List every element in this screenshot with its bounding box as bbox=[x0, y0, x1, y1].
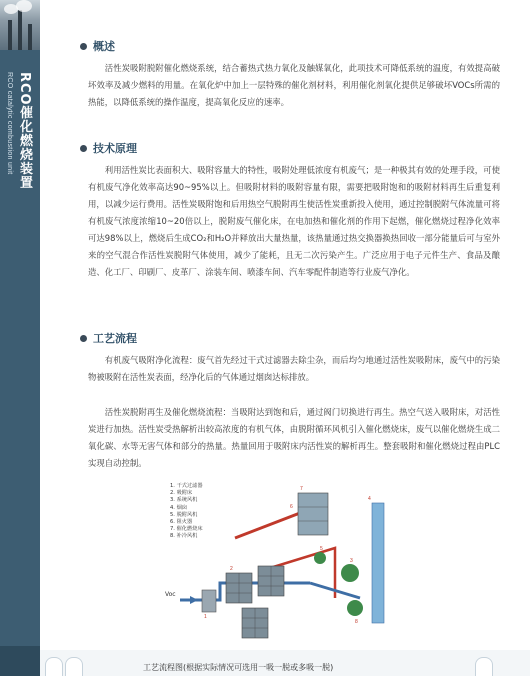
adsorption-bed bbox=[226, 573, 252, 603]
process-paragraph-desorption: 活性炭脱附再生及催化燃烧流程：当吸附达到饱和后，通过阀门切换进行再生。热空气送入吸附床，对活性炭进行加热。活性炭受热解析出较高浓度的有机气体，由脱附循环风机引入催化燃烧床，废气以催化燃烧生成二氧化碳、水等无害气体和部分的热量。热量回用于吸附床内活性炭的解析再生。整套吸附和催化燃烧过程由PLC实现自动控制。 bbox=[88, 407, 500, 468]
diagram-number: 7 bbox=[300, 486, 303, 492]
diagram-number: 8 bbox=[355, 619, 358, 625]
bullet-dot-icon bbox=[80, 43, 87, 50]
adsorption-bed bbox=[258, 566, 284, 596]
sidebar-footer bbox=[0, 646, 40, 676]
bullet-dot-icon bbox=[80, 145, 87, 152]
vertical-title-block bbox=[4, 72, 36, 190]
diagram-number: 5 bbox=[320, 546, 323, 552]
chimney bbox=[372, 503, 384, 623]
section-title-process: 工艺流程 bbox=[80, 330, 137, 346]
diagram-caption: 工艺流程图(根据实际情况可选用一吸一脱或多吸一脱) bbox=[143, 663, 334, 672]
principle-paragraph: 利用活性炭比表面积大、吸附容量大的特性，吸附处理低浓度有机废气；是一种极其有效的处理手段，可使有机废气净化效率高达90~95%以上。但吸附材料的吸附容量有限，需要把吸附饱和的吸附材料再生后重复利用，以减少运行费用。活性炭吸附饱和后用热空气脱附再生使活性炭重新投入使用，通过控制脱附气体流量可将有机废气浓度浓缩10~20倍以上，脱附废气催化床，在电加热和催化剂的作用下起燃，催化燃烧过程净化效率可达98%以上，燃烧后生成CO₂和H₂O并释放出大量热量，该热量通过热交换器换热回收一部分能量后可与室外来的空气混合作活性炭脱附气体使用，减少了能耗，且无二次污染产生。广泛应用于电子元件生产、食品及酿造、化工厂、印刷厂、皮革厂、涂装车间、喷漆车间、汽车零配件制造等行业废气净化。 bbox=[88, 165, 500, 277]
section-title-overview: 概述 bbox=[80, 38, 115, 54]
diagram-number: 3 bbox=[350, 558, 353, 564]
cooling-fan bbox=[347, 600, 363, 616]
diagram-legend: 1. 干式过滤器 2. 吸附床 3. 系统风机 4. 烟囱 5. 脱附风机 6. 阻火器 7. 催化燃烧床 8. 补冷风机 bbox=[170, 483, 203, 540]
adsorption-bed bbox=[242, 608, 268, 638]
sidebar-subtitle: RCO catalytic combustion unit bbox=[6, 72, 13, 175]
diagram-number: 6 bbox=[290, 504, 293, 510]
section-title-principle: 技术原理 bbox=[80, 140, 137, 156]
diagram-number: 4 bbox=[368, 496, 371, 502]
bullet-dot-icon bbox=[80, 335, 87, 342]
sidebar-title: RCO催化燃烧装置 bbox=[17, 72, 32, 190]
desorption-fan bbox=[314, 552, 326, 564]
overview-paragraph: 活性炭吸附脱附催化燃烧系统，结合蓄热式热力氧化及触媒氧化，此项技术可降低系统的温度，有效提高破坏效率及减少燃料的用量。在氧化炉中加上一层特殊的催化剂材料，利用催化剂氧化提供足够破坏VOCs所需的热能，以降低系统的操作温度，提高氧化反应的速率。 bbox=[88, 63, 500, 107]
process-paragraph-adsorption: 有机废气吸附净化流程：废气首先经过干式过滤器去除尘杂，而后均匀地通过活性炭吸附床，废气中的污染物被吸附在活性炭表面，经净化后的气体通过烟囱达标排放。 bbox=[88, 355, 500, 382]
diagram-number: 2 bbox=[230, 566, 233, 572]
system-fan bbox=[341, 564, 359, 582]
dry-filter bbox=[202, 590, 216, 612]
inlet-label: Voc bbox=[165, 591, 176, 598]
diagram-number: 1 bbox=[204, 614, 207, 620]
catalytic-combustion-bed bbox=[298, 493, 328, 535]
header-photo-factory bbox=[0, 0, 40, 50]
sidebar bbox=[0, 0, 40, 676]
arrow-right-icon bbox=[190, 596, 198, 604]
